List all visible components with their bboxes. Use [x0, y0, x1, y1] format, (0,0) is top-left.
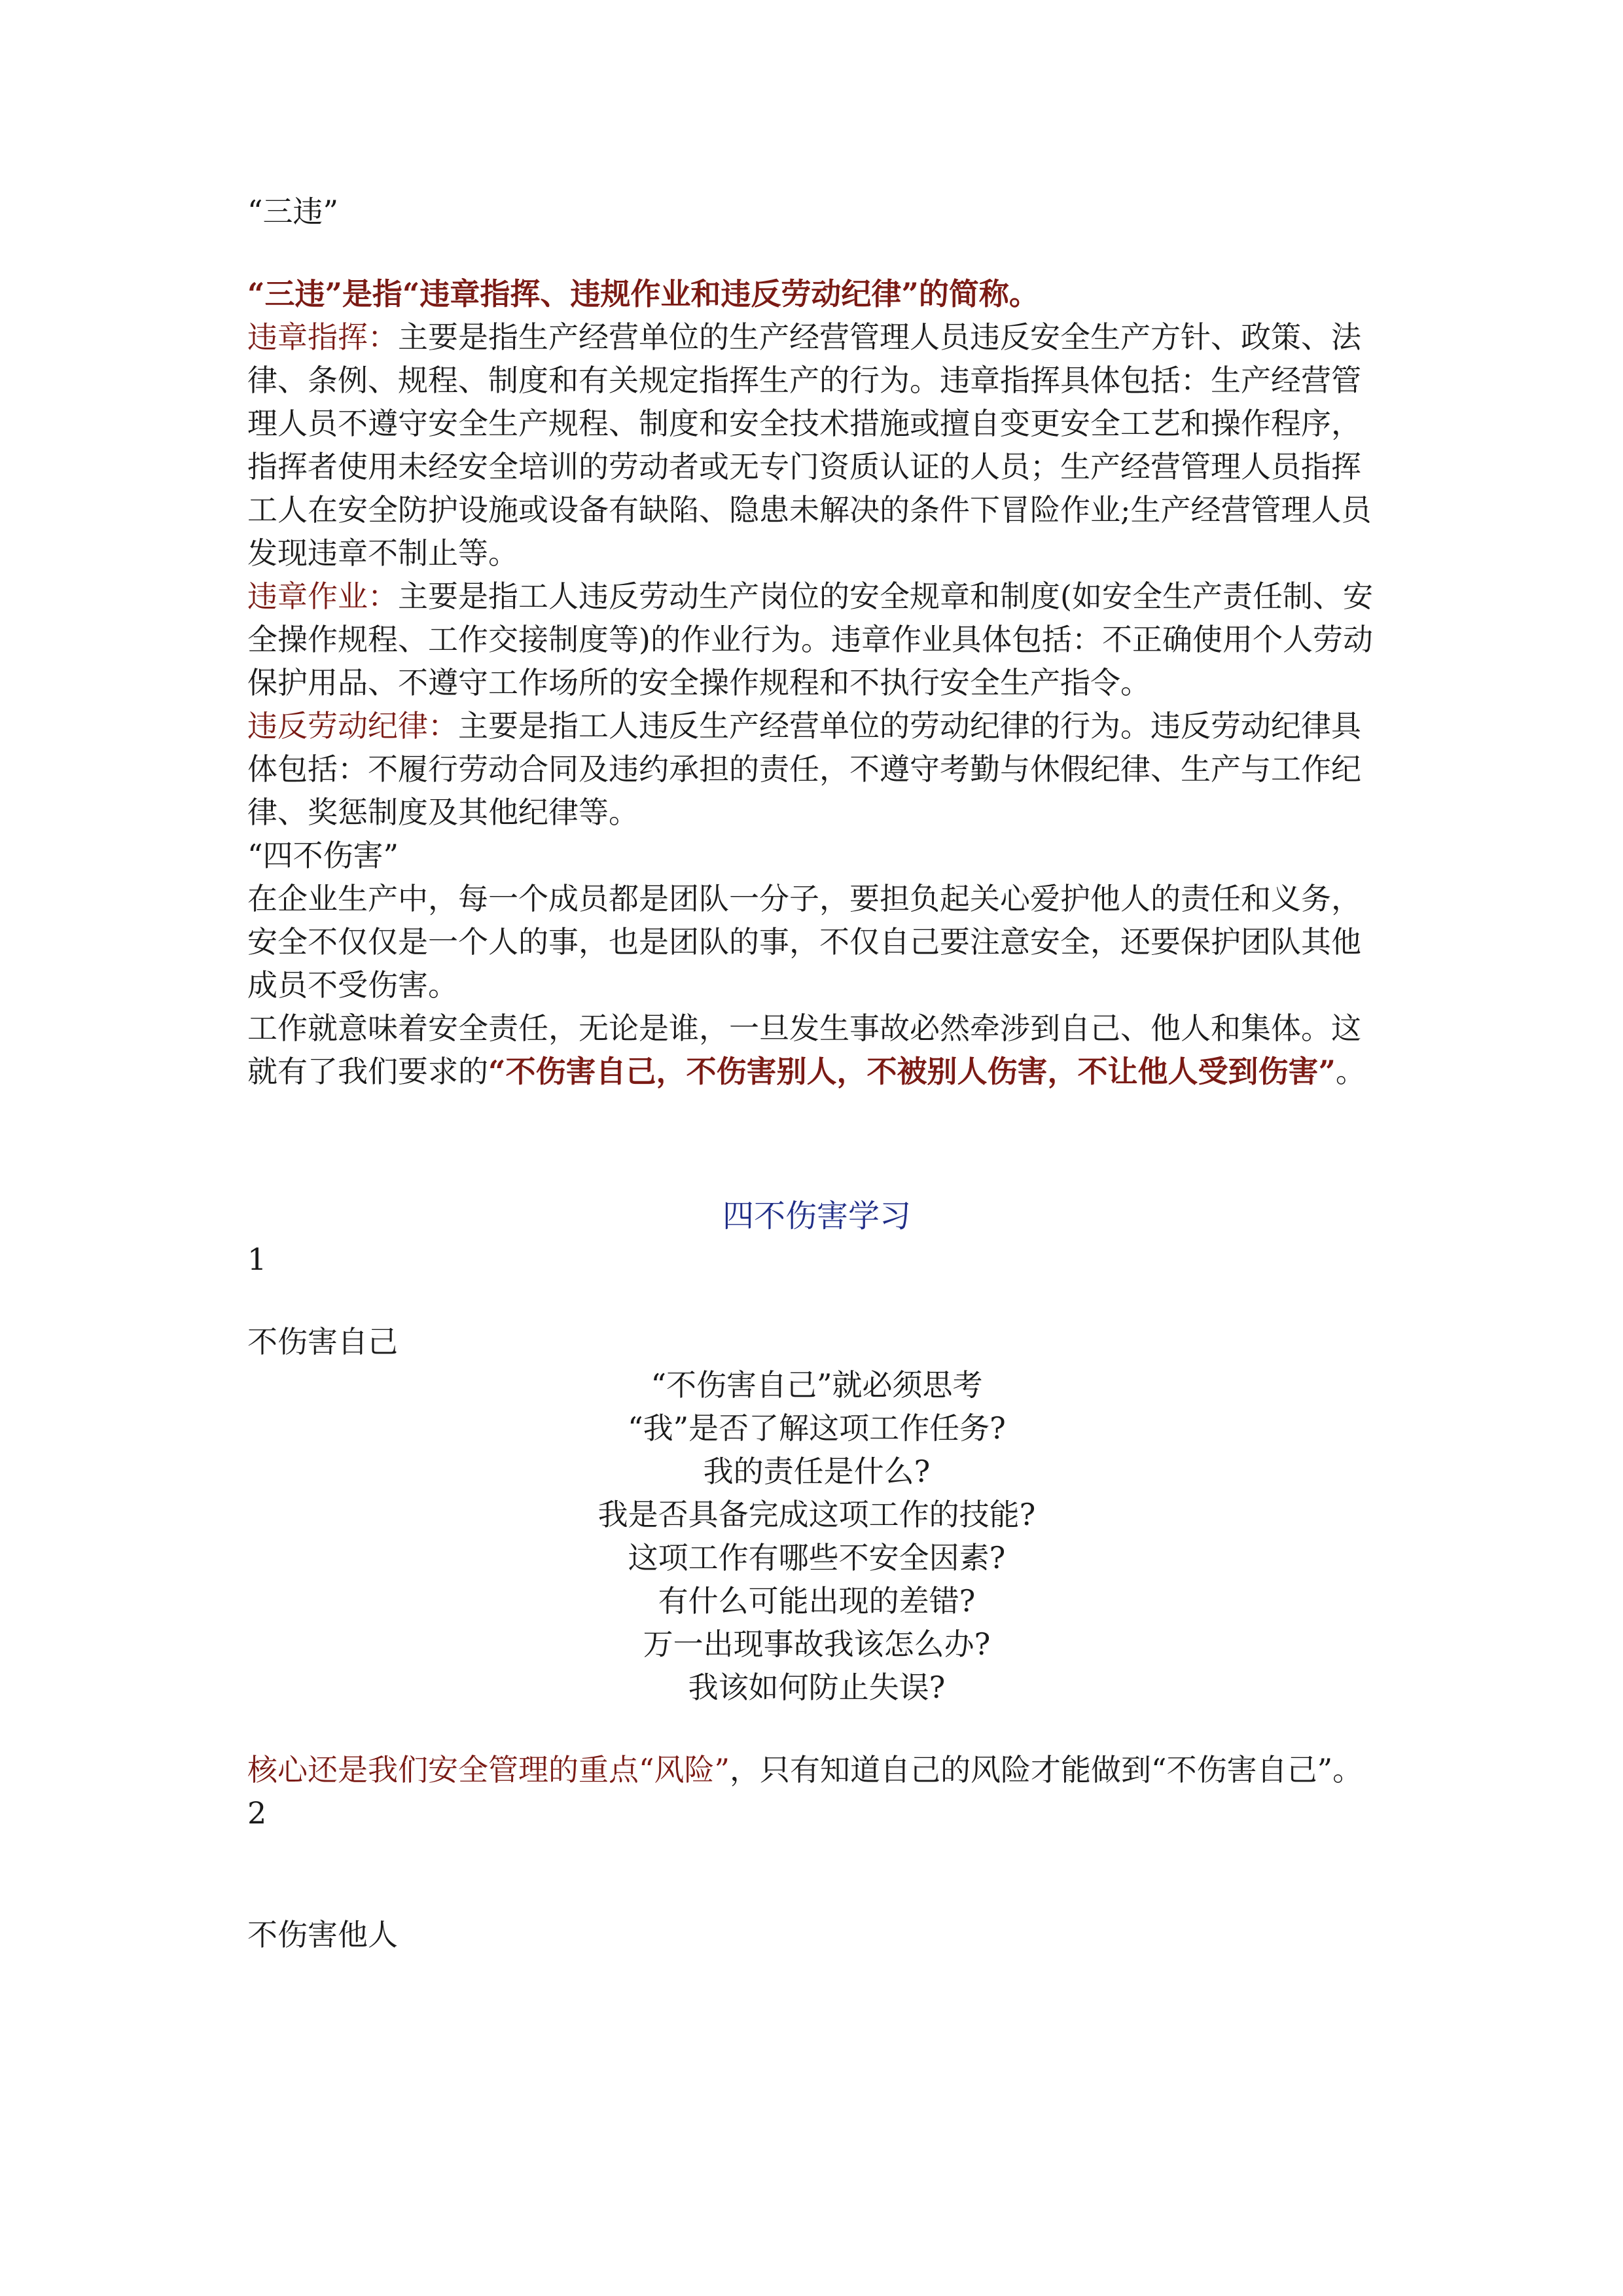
jilv-label: 违反劳动纪律： — [247, 708, 458, 744]
section-number-2: 2 — [247, 1795, 267, 1831]
core-paragraph — [247, 1748, 1386, 1791]
sibushanghai-heading: “四不伤害” — [247, 838, 399, 873]
question-item: 我该如何防止失误? — [688, 1670, 946, 1705]
zuoye-text: 主要是指工人违反劳动生产岗位的安全规章和制度(如安全生产责任制、安全操作规程、工作交接制度等)的作业行为。违章作业具体包括：不正确使用个人劳动保护用品、不遵守工作场所的安全操作规程和不执行安全生产指令。 — [247, 579, 1373, 700]
zhihui-label: 违章指挥： — [247, 319, 398, 355]
zhihui-paragraph — [247, 315, 1386, 575]
para2-red: “不伤害自己，不伤害别人，不被别人伤害，不让他人受到伤害” — [488, 1054, 1336, 1089]
section-number-1: 1 — [247, 1242, 267, 1277]
sanwei-heading: “三违” — [247, 194, 339, 229]
core-red: 核心还是我们安全管理的重点“风险” — [247, 1752, 730, 1787]
para2-start: 工作就意味着安全责任，无论是谁，一旦发生事故必然牵涉到自己、他人和集体。这就有了我们要求的 — [247, 1011, 1361, 1089]
sanwei-definition: “三违”是指“违章指挥、违规作业和违反劳动纪律”的简称。 — [247, 276, 1039, 312]
subheading-2: 不伤害他人 — [247, 1917, 398, 1952]
jilv-text: 主要是指工人违反生产经营单位的劳动纪律的行为。违反劳动纪律具体包括：不履行劳动合同及违约承担的责任，不遵守考勤与休假纪律、生产与工作纪律、奖惩制度及其他纪律等。 — [247, 708, 1361, 830]
core-rest: ，只有知道自己的风险才能做到“不伤害自己”。 — [730, 1752, 1363, 1787]
question-item: 这项工作有哪些不安全因素? — [628, 1540, 1006, 1575]
document-body — [247, 190, 1386, 1956]
question-item: 万一出现事故我该怎么办? — [643, 1626, 991, 1662]
questions-list — [247, 1363, 1386, 1709]
jilv-paragraph — [247, 704, 1386, 834]
subheading-1: 不伤害自己 — [247, 1324, 398, 1359]
sibushanghai-para1: 在企业生产中，每一个成员都是团队一分子，要担负起关心爱护他人的责任和义务，安全不仅仅是一个人的事，也是团队的事，不仅自己要注意安全，还要保护团队其他成员不受伤害。 — [247, 881, 1361, 1003]
question-item: “不伤害自己”就必须思考 — [651, 1367, 983, 1403]
question-item: 我的责任是什么? — [703, 1454, 931, 1489]
question-item: “我”是否了解这项工作任务? — [628, 1410, 1006, 1446]
para2-end: 。 — [1335, 1054, 1366, 1089]
question-item: 有什么可能出现的差错? — [658, 1583, 976, 1619]
study-title: 四不伤害学习 — [722, 1198, 911, 1234]
zhihui-text: 主要是指生产经营单位的生产经营管理人员违反安全生产方针、政策、法律、条例、规程、制度和有关规定指挥生产的行为。违章指挥具体包括：生产经营管理人员不遵守安全生产规程、制度和安全技术措施或擅自变更安全工艺和操作程序，指挥者使用未经安全培训的劳动者或无专门资质认证的人员；生产经营管理人员指挥工人在安全防护设施或设备有缺陷、隐患未解决的条件下冒险作业;生产经营管理人员发现违章不制止等。 — [247, 319, 1372, 571]
sibushanghai-para2 — [247, 1007, 1386, 1093]
question-item: 我是否具备完成这项工作的技能? — [597, 1497, 1036, 1532]
zuoye-label: 违章作业： — [247, 579, 398, 614]
zuoye-paragraph — [247, 575, 1386, 704]
